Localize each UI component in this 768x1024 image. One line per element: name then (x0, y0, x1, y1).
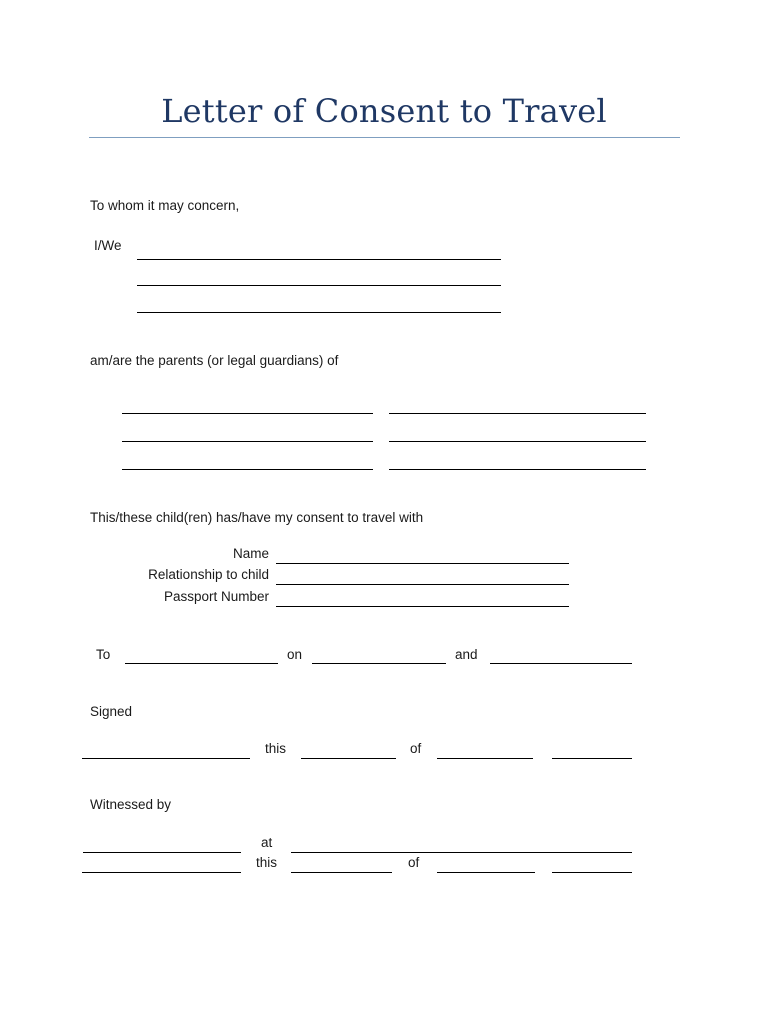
witness-day-line[interactable] (291, 872, 392, 873)
parent-name-line-2[interactable] (137, 285, 501, 286)
child-line-left-1[interactable] (122, 413, 373, 414)
passport-line[interactable] (276, 606, 569, 607)
witness-location-line[interactable] (291, 852, 632, 853)
return-date-line[interactable] (490, 663, 632, 664)
witness-signature-line[interactable] (83, 852, 241, 853)
destination-line[interactable] (125, 663, 278, 664)
salutation-text: To whom it may concern, (90, 198, 240, 213)
parents-text: am/are the parents (or legal guardians) of (90, 353, 339, 368)
parent-name-line-1[interactable] (137, 259, 501, 260)
document-title: Letter of Consent to Travel (161, 92, 607, 130)
witness-year-line[interactable] (552, 872, 632, 873)
companion-name-line[interactable] (276, 563, 569, 564)
child-line-right-1[interactable] (389, 413, 646, 414)
and-label: and (455, 647, 478, 662)
witness-name-line[interactable] (82, 872, 241, 873)
consent-text: This/these child(ren) has/have my consent to travel with (90, 510, 424, 525)
witnessed-label: Witnessed by (90, 797, 172, 812)
signed-day-line[interactable] (301, 758, 396, 759)
signed-year-line[interactable] (552, 758, 632, 759)
to-label: To (96, 647, 111, 662)
signed-of-label: of (410, 741, 422, 756)
relationship-label: Relationship to child (148, 567, 269, 582)
signed-month-line[interactable] (437, 758, 533, 759)
relationship-line[interactable] (276, 584, 569, 585)
witness-month-line[interactable] (437, 872, 535, 873)
iwe-label: I/We (94, 238, 122, 253)
departure-date-line[interactable] (312, 663, 446, 664)
child-line-left-3[interactable] (122, 469, 373, 470)
signed-this-label: this (265, 741, 287, 756)
witness-of-label: of (408, 855, 420, 870)
signature-line[interactable] (82, 758, 250, 759)
title-divider (89, 137, 680, 138)
witness-at-label: at (261, 835, 273, 850)
signed-label: Signed (90, 704, 133, 719)
parent-name-line-3[interactable] (137, 312, 501, 313)
witness-this-label: this (256, 855, 278, 870)
on-label: on (287, 647, 303, 662)
companion-name-label: Name (232, 546, 269, 561)
child-line-left-2[interactable] (122, 441, 373, 442)
passport-label: Passport Number (163, 589, 269, 604)
child-line-right-3[interactable] (389, 469, 646, 470)
child-line-right-2[interactable] (389, 441, 646, 442)
